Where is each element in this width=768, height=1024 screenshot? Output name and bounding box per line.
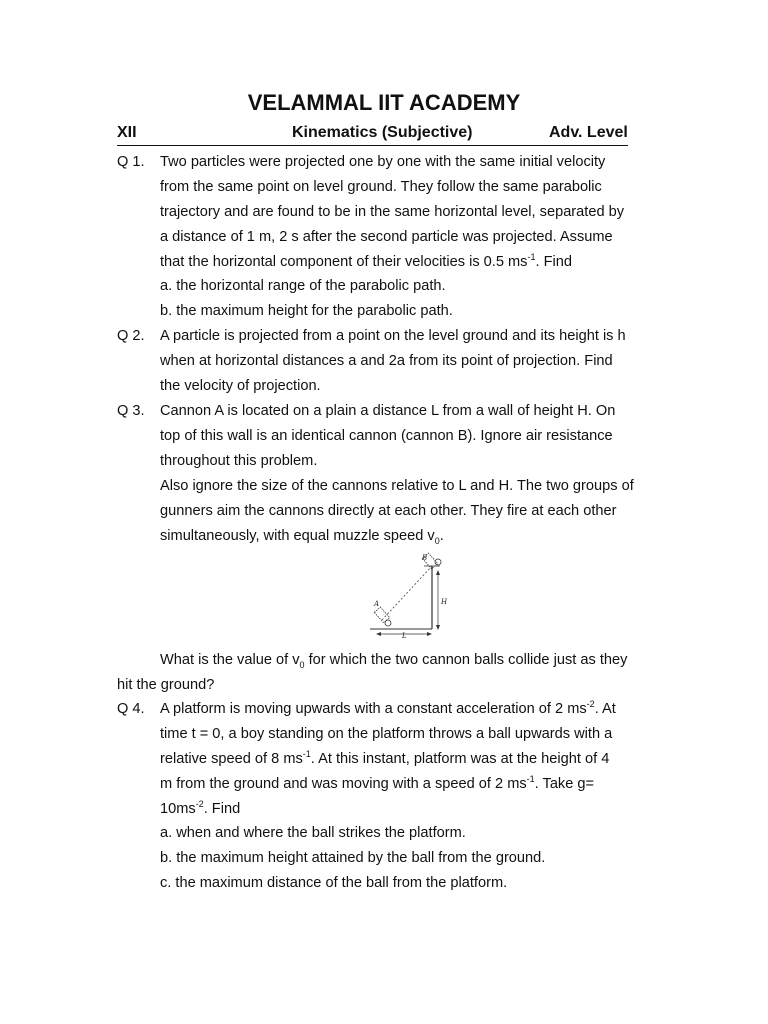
- question-3-line: Cannon A is located on a plain a distance L from a wall of height H. On: [160, 403, 616, 419]
- question-4-part-a: a. when and where the ball strikes the platform.: [160, 825, 466, 841]
- question-1-line: Two particles were projected one by one with the same initial velocity: [160, 154, 606, 170]
- question-1-line: trajectory and are found to be in the same horizontal level, separated by: [160, 204, 625, 220]
- question-2-line: A particle is projected from a point on the level ground and its height is h: [160, 328, 626, 344]
- question-1-part-b: b. the maximum height for the parabolic path.: [160, 303, 453, 319]
- question-4-line: m from the ground and was moving with a speed of 2 $ms^{-1}$. Take g=: [160, 774, 595, 792]
- level-label: Adv. Level: [549, 124, 628, 141]
- question-1-line: from the same point on level ground. They follow the same parabolic: [160, 179, 602, 195]
- question-4-part-c: c. the maximum distance of the ball from the platform.: [160, 875, 508, 891]
- label-b: B: [422, 554, 428, 562]
- question-3-ask: What is the value of $v_0$ for which the two cannon balls collide just as they: [160, 652, 628, 670]
- question-3-number: Q 3.: [117, 403, 145, 419]
- question-3-line: simultaneously, with equal muzzle speed $v_0$.: [160, 528, 444, 546]
- line-of-sight: [382, 566, 432, 620]
- question-4-line: time t = 0, a boy standing on the platform throws a ball upwards with a: [160, 726, 613, 742]
- question-3-line: throughout this problem.: [160, 453, 318, 469]
- label-a: A: [374, 600, 380, 608]
- question-4-part-b: b. the maximum height attained by the ball from the ground.: [160, 850, 546, 866]
- question-4-line: A platform is moving upwards with a constant acceleration of 2 $ms^{-2}$. At: [160, 699, 616, 717]
- question-1-part-a: a. the horizontal range of the parabolic path.: [160, 278, 446, 294]
- topic-label: Kinematics (Subjective): [292, 124, 473, 141]
- question-3-line: top of this wall is an identical cannon (cannon B). Ignore air resistance: [160, 428, 613, 444]
- question-3-line: Also ignore the size of the cannons relative to L and H. The two groups of: [160, 478, 634, 494]
- label-l: L: [402, 632, 407, 640]
- question-2-line: the velocity of projection.: [160, 378, 321, 394]
- question-1-line: that the horizontal component of their velocities is 0.5 $ms^{-1}$. Find: [160, 252, 572, 270]
- question-3-ask-cont: hit the ground?: [117, 677, 215, 693]
- document-title: VELAMMAL IIT ACADEMY: [247, 90, 521, 115]
- question-1-line: a distance of 1 m, 2 s after the second particle was projected. Assume: [160, 229, 613, 245]
- question-3-line: gunners aim the cannons directly at each other. They fire at each other: [160, 503, 617, 519]
- class-label: XII: [117, 124, 137, 141]
- question-4-number: Q 4.: [117, 701, 145, 717]
- question-4-line: relative speed of 8 $ms^{-1}$. At this instant, platform was at the height of 4: [160, 749, 610, 767]
- header-underline: [117, 145, 628, 146]
- question-1-number: Q 1.: [117, 154, 145, 170]
- question-2-number: Q 2.: [117, 328, 145, 344]
- cannon-diagram: [364, 552, 454, 640]
- question-2-line: when at horizontal distances a and 2a from its point of projection. Find: [160, 353, 613, 369]
- cannon-a-icon: [374, 607, 391, 626]
- label-h: H: [441, 598, 448, 606]
- question-4-line: $10ms^{-2}$. Find: [160, 799, 241, 817]
